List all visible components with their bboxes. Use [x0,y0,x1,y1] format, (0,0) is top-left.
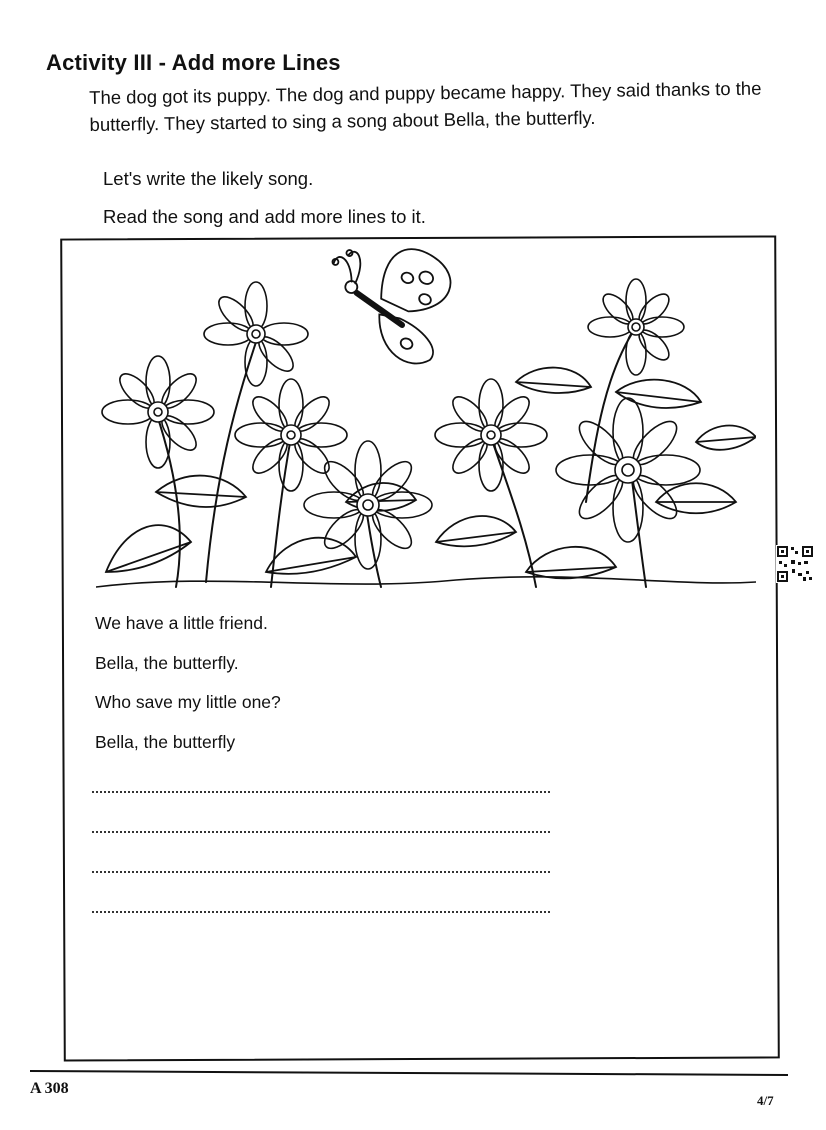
butterfly-flowers-illustration [96,242,756,597]
paper-code: A 308 [30,1080,69,1097]
instruction-write-song: Let's write the likely song. [103,168,314,189]
intro-paragraph: The dog got its puppy. The dog and puppy became happy. They said thanks to the butterfly. They started to sing a song about Bella, the butterfly. [89,77,762,135]
answer-line-2[interactable] [92,829,550,833]
song-line: Bella, the butterfly [95,732,236,752]
answer-line-3[interactable] [92,869,550,873]
answer-line-1[interactable] [92,789,550,793]
page-number: 4/7 [757,1093,774,1108]
butterfly [307,242,471,371]
leaves [106,368,756,579]
answer-line-4[interactable] [92,909,550,913]
footer-rule [30,1070,788,1076]
song-line: Bella, the butterfly. [95,653,239,673]
instruction-add-lines: Read the song and add more lines to it. [103,206,426,227]
activity-heading: Activity III - Add more Lines [46,50,341,75]
song-line: We have a little friend. [95,613,268,633]
qr-code-icon [776,545,814,583]
song-line: Who save my little one? [95,692,281,712]
